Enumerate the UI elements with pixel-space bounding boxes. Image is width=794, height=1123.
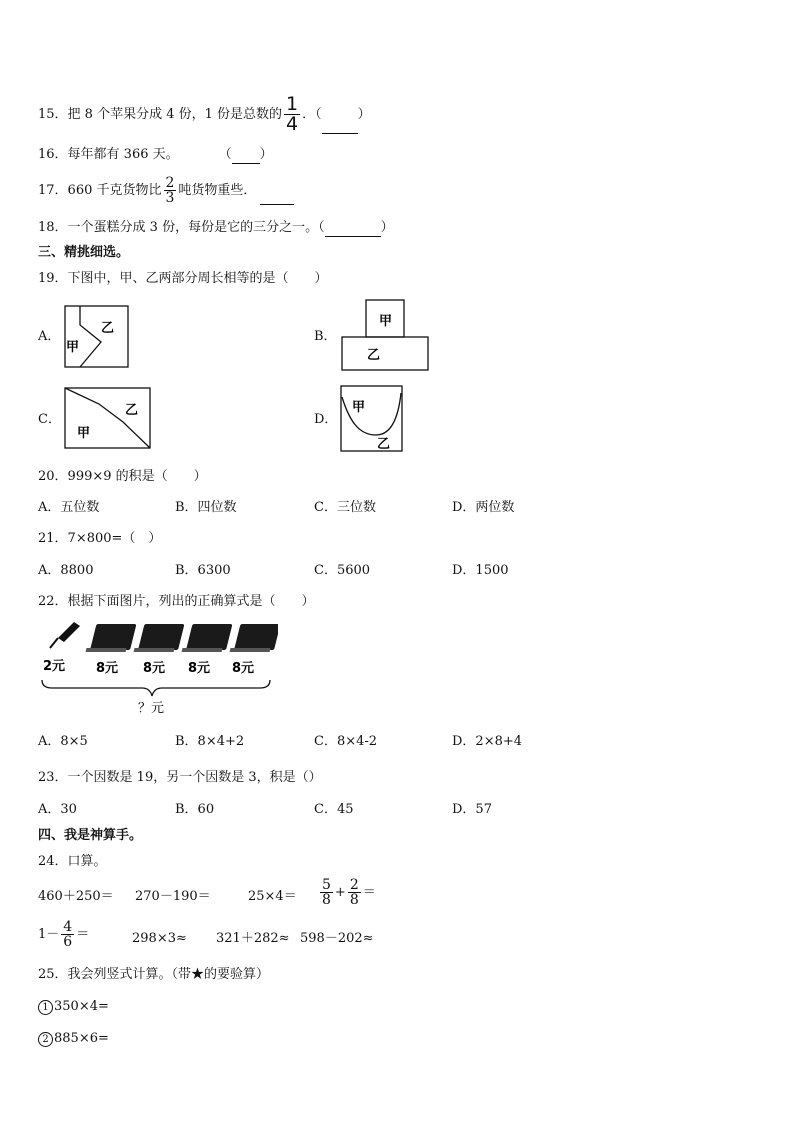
question-18 — [38, 219, 394, 237]
question-15 — [38, 95, 371, 134]
figure-a-jia: 甲 — [66, 340, 80, 355]
option-a-label[interactable]: A． — [38, 329, 61, 344]
question-number: 21． — [38, 531, 68, 546]
question-number: 16． — [38, 147, 68, 162]
figure-b — [340, 299, 430, 373]
question-23 — [38, 769, 322, 787]
section-heading: 四、我是神算手。 — [38, 828, 143, 843]
figure-d-jia: 甲 — [352, 400, 366, 415]
book-icon — [182, 624, 233, 652]
section-heading: 三、精挑细选。 — [38, 245, 130, 260]
calc-expression: 885×6= — [54, 1031, 109, 1046]
equals: ＝ — [362, 884, 376, 900]
calc-item: 270－190＝ — [135, 889, 211, 904]
q23-option-c[interactable]: C．45 — [314, 802, 354, 817]
q22-option-b[interactable]: B．8×4+2 — [175, 734, 245, 749]
figure-a-yi: 乙 — [101, 321, 115, 336]
question-number: 19． — [38, 271, 68, 286]
question-text: 我会列竖式计算。（带★的要验算） — [67, 967, 270, 982]
question-17 — [38, 176, 294, 205]
calc-item: 321＋282≈ — [216, 931, 290, 946]
price-label: 8元 — [232, 661, 255, 676]
figure-c-yi: 乙 — [125, 403, 139, 418]
question-text-mid: ．（ — [302, 107, 322, 122]
pen-icon — [50, 622, 80, 648]
figure-c — [64, 387, 152, 450]
question-text: 999×9 的积是（ ） — [67, 469, 207, 484]
q22-option-a[interactable]: A．8×5 — [38, 734, 88, 749]
figure-c-jia: 甲 — [77, 426, 91, 441]
price-label: 2元 — [43, 659, 66, 674]
total-brace — [42, 680, 270, 696]
total-label: ？元 — [138, 701, 165, 716]
fraction — [320, 878, 333, 907]
question-16 — [38, 146, 273, 164]
question-24 — [38, 853, 107, 871]
q20-option-c[interactable]: C．三位数 — [314, 500, 376, 515]
q23-option-a[interactable]: A．30 — [38, 802, 77, 817]
q21-option-d[interactable]: D．1500 — [452, 563, 509, 578]
question-text: 一个蛋糕分成 3 份，每份是它的三分之一。（ — [67, 220, 325, 235]
question-text: 每年都有 366 天。 — [67, 147, 179, 162]
question-text: 一个因数是 19，另一个因数是 3，积是（） — [67, 770, 322, 785]
question-number: 23． — [38, 770, 68, 785]
figure-a-rect — [65, 306, 128, 367]
answer-blank[interactable] — [232, 150, 260, 164]
question-21 — [38, 530, 161, 548]
question-text-end: ） — [259, 147, 273, 162]
q20-option-b[interactable]: B．四位数 — [175, 500, 237, 515]
calc-prefix: 1－ — [38, 926, 60, 942]
fraction-denominator: 3 — [165, 190, 175, 206]
q23-option-b[interactable]: B．60 — [175, 802, 215, 817]
question-text: 根据下面图片，列出的正确算式是（ ） — [67, 594, 315, 609]
q20-option-d[interactable]: D．两位数 — [452, 500, 515, 515]
question-text: 口算。 — [67, 854, 107, 869]
fraction-denominator: 6 — [63, 934, 73, 950]
figure-d — [340, 385, 404, 453]
option-c-label[interactable]: C． — [38, 412, 61, 427]
q21-option-a[interactable]: A．8800 — [38, 563, 94, 578]
fraction-denominator: 4 — [286, 113, 299, 135]
price-label: 8元 — [96, 661, 119, 676]
answer-blank[interactable] — [322, 120, 358, 134]
question-22 — [38, 593, 315, 611]
calc-item: 298×3≈ — [132, 931, 187, 946]
option-b-label[interactable]: B． — [314, 329, 337, 344]
q20-option-a[interactable]: A．五位数 — [38, 500, 100, 515]
question-text-end: 吨货物重些． — [178, 183, 257, 198]
fraction-numerator: 4 — [63, 919, 73, 935]
fraction — [284, 95, 300, 134]
question-text: 下图中，甲、乙两部分周长相等的是（ ） — [67, 271, 328, 286]
figure-b-bottom-rect — [342, 337, 428, 370]
question-text-mid: （ — [218, 147, 232, 162]
question-number: 17． — [38, 183, 68, 198]
fraction — [164, 176, 177, 205]
question-number: 15． — [38, 107, 68, 122]
equals: ＝ — [76, 926, 90, 942]
figure-a — [64, 305, 130, 369]
question-text: 660 千克货物比 — [67, 183, 162, 198]
answer-blank[interactable] — [325, 223, 381, 237]
question-19 — [38, 270, 328, 288]
price-label: 8元 — [143, 661, 166, 676]
fraction-denominator: 8 — [322, 892, 331, 908]
q21-option-b[interactable]: B．6300 — [175, 563, 231, 578]
figure-d-yi: 乙 — [377, 437, 391, 452]
figure-a-divider — [80, 306, 101, 367]
calc-fraction-expr — [38, 920, 89, 949]
price-label: 8元 — [188, 661, 211, 676]
question-number: 25． — [38, 967, 68, 982]
book-icon — [230, 624, 278, 652]
calc-fraction-expr — [318, 878, 376, 907]
fraction — [61, 920, 74, 949]
calc-item: 598－202≈ — [300, 931, 374, 946]
q22-option-c[interactable]: C．8×4-2 — [314, 734, 378, 749]
vertical-calc-item — [38, 1030, 109, 1048]
calc-item: 460＋250＝ — [38, 889, 114, 904]
q22-option-d[interactable]: D．2×8+4 — [452, 734, 523, 749]
question-25 — [38, 966, 269, 984]
figure-b-jia: 甲 — [379, 314, 393, 329]
q23-option-d[interactable]: D．57 — [452, 802, 492, 817]
operator: + — [334, 884, 346, 900]
circled-number-icon: 2 — [38, 1032, 53, 1047]
answer-blank[interactable] — [260, 191, 294, 205]
figure-b-yi: 乙 — [367, 348, 381, 363]
question-number: 24． — [38, 854, 68, 869]
question-number: 20． — [38, 469, 68, 484]
book-icon — [134, 624, 185, 652]
question-text: 把 8 个苹果分成 4 份，1 份是总数的 — [67, 107, 283, 122]
fraction — [348, 878, 361, 907]
option-d-label[interactable]: D． — [314, 412, 338, 427]
fraction-denominator: 8 — [349, 892, 359, 908]
question-text-end: ） — [380, 220, 394, 235]
q21-option-c[interactable]: C．5600 — [314, 563, 371, 578]
vertical-calc-item — [38, 998, 109, 1016]
calc-expression: 350×4= — [54, 999, 109, 1014]
fraction-numerator: 1 — [286, 93, 299, 115]
book-icon — [86, 624, 137, 652]
q22-illustration — [38, 618, 278, 718]
question-text-end: ） — [357, 107, 371, 122]
question-number: 22． — [38, 594, 68, 609]
fraction-numerator: 5 — [322, 877, 331, 893]
question-number: 18． — [38, 220, 68, 235]
question-20 — [38, 468, 207, 486]
question-text: 7×800=（ ） — [67, 531, 162, 546]
circled-number-icon: 1 — [38, 1000, 53, 1015]
calc-item: 25×4＝ — [248, 889, 297, 904]
fraction-numerator: 2 — [349, 877, 359, 893]
figure-d-curve — [342, 393, 401, 435]
fraction-numerator: 2 — [165, 175, 175, 191]
